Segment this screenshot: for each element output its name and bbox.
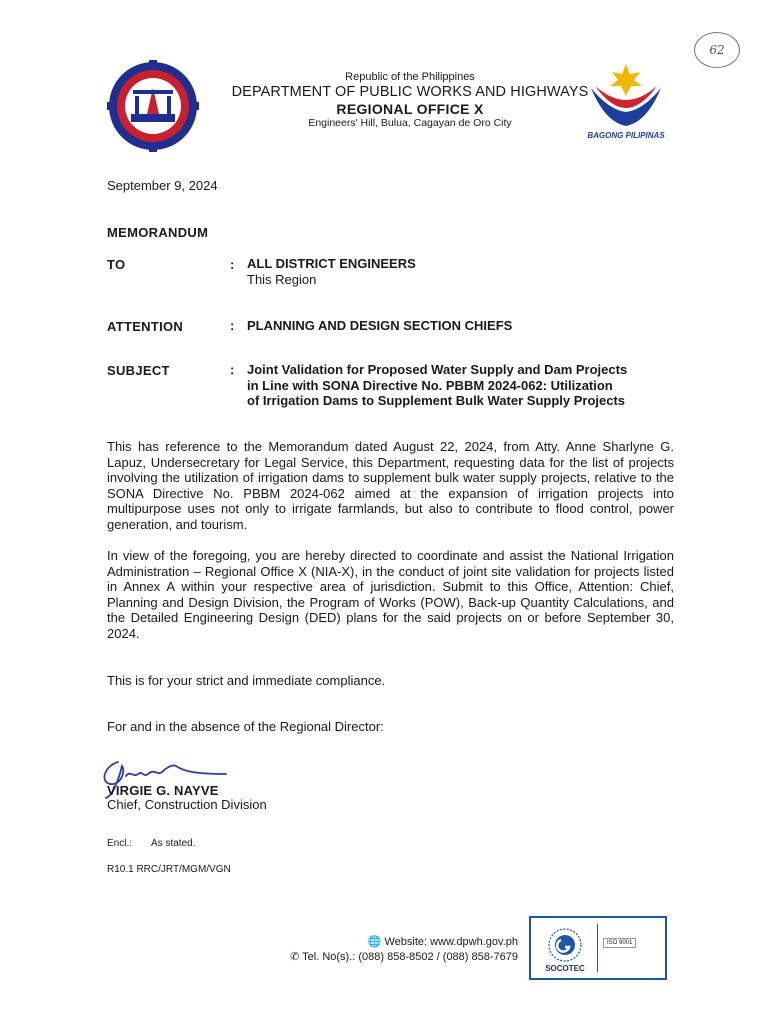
footer-tel: Tel. No(s).: (088) 858-8502 / (088) 858-7679	[302, 951, 518, 963]
bagong-pilipinas-caption: BAGONG PILIPINAS	[587, 131, 665, 140]
attention-label: ATTENTION	[107, 319, 184, 334]
signatory-title: Chief, Construction Division	[107, 797, 267, 812]
closing-line: For and in the absence of the Regional Director:	[107, 719, 384, 734]
signatory-name: VIRGIE G. NAYVE	[107, 783, 219, 798]
socotec-certification-icon	[539, 923, 591, 963]
memo-date: September 9, 2024	[107, 178, 218, 193]
socotec-certification-box	[529, 916, 667, 980]
paragraph-compliance: This is for your strict and immediate compliance.	[107, 673, 386, 688]
subject-line-1: Joint Validation for Proposed Water Supply and Dam Projects	[247, 362, 628, 377]
to-colon: :	[230, 257, 235, 272]
enclosure-value: As stated.	[151, 838, 196, 849]
subject-line-2: in Line with SONA Directive No. PBBM 2024-062: Utilization	[247, 377, 613, 393]
dpwh-seal-icon	[107, 60, 199, 152]
subject-colon: :	[230, 362, 235, 377]
to-label: TO	[107, 257, 126, 272]
stamp-number: 62	[709, 43, 725, 57]
iso-label: ISO 9001	[603, 938, 636, 948]
subject-label: SUBJECT	[107, 363, 170, 378]
reference-code: R10.1 RRC/JRT/MGM/VGN	[107, 864, 231, 875]
header-address: Engineers' Hill, Bulua, Cagayan de Oro City	[308, 117, 512, 129]
socotec-brand: SOCOTEC	[545, 964, 585, 973]
phone-icon: ✆	[290, 950, 300, 963]
header-department: DEPARTMENT OF PUBLIC WORKS AND HIGHWAYS	[231, 84, 589, 100]
footer-website: Website: www.dpwh.gov.ph	[384, 936, 518, 948]
paragraph-reference: This has reference to the Memorandum dated August 22, 2024, from Atty. Anne Sharlyne G. Lapuz, Undersecretary for Legal Service, this Department, requesting data for the list of projects involving the utilization of irrigation dams to supplement bulk water supply projects, relative to the SONA Directive No. PBBM 2024-062 aimed at the expansion of irrigation projects into multipurpose uses not only to irrigate farmlands, but also to contribute to flood control, power generation, and tourism.	[107, 439, 674, 532]
subject-line-3: of Irrigation Dams to Supplement Bulk Water Supply Projects	[247, 393, 626, 408]
globe-icon: 🌐	[367, 935, 382, 948]
memo-title: MEMORANDUM	[107, 225, 209, 240]
attention-value: PLANNING AND DESIGN SECTION CHIEFS	[247, 318, 513, 333]
subject-text	[247, 362, 627, 409]
attention-colon: :	[230, 318, 235, 333]
cert-divider	[597, 924, 598, 972]
to-sub: This Region	[247, 272, 317, 287]
paragraph-directive: In view of the foregoing, you are hereby directed to coordinate and assist the National Irrigation Administration – Regional Office X (NIA-X), in the conduct of joint site validation for projects listed in Annex A within your respective area of jurisdiction. Submit to this Office, Attention: Chief, Planning and Design Division, the Program of Works (POW), Back-up Quantity Calculations, and the Detailed Engineering Design (DED) plans for the said projects on or before September 30, 2024.	[107, 548, 674, 641]
to-value: ALL DISTRICT ENGINEERS	[247, 256, 416, 271]
stamp-number-circle	[694, 32, 740, 68]
bagong-pilipinas-logo-icon	[585, 58, 667, 130]
footer-tel-row	[270, 950, 518, 963]
enclosure-label: Encl.:	[107, 838, 133, 849]
header-regional-office: REGIONAL OFFICE X	[336, 101, 484, 117]
header-republic: Republic of the Philippines	[345, 71, 475, 83]
footer-website-row	[340, 935, 518, 948]
